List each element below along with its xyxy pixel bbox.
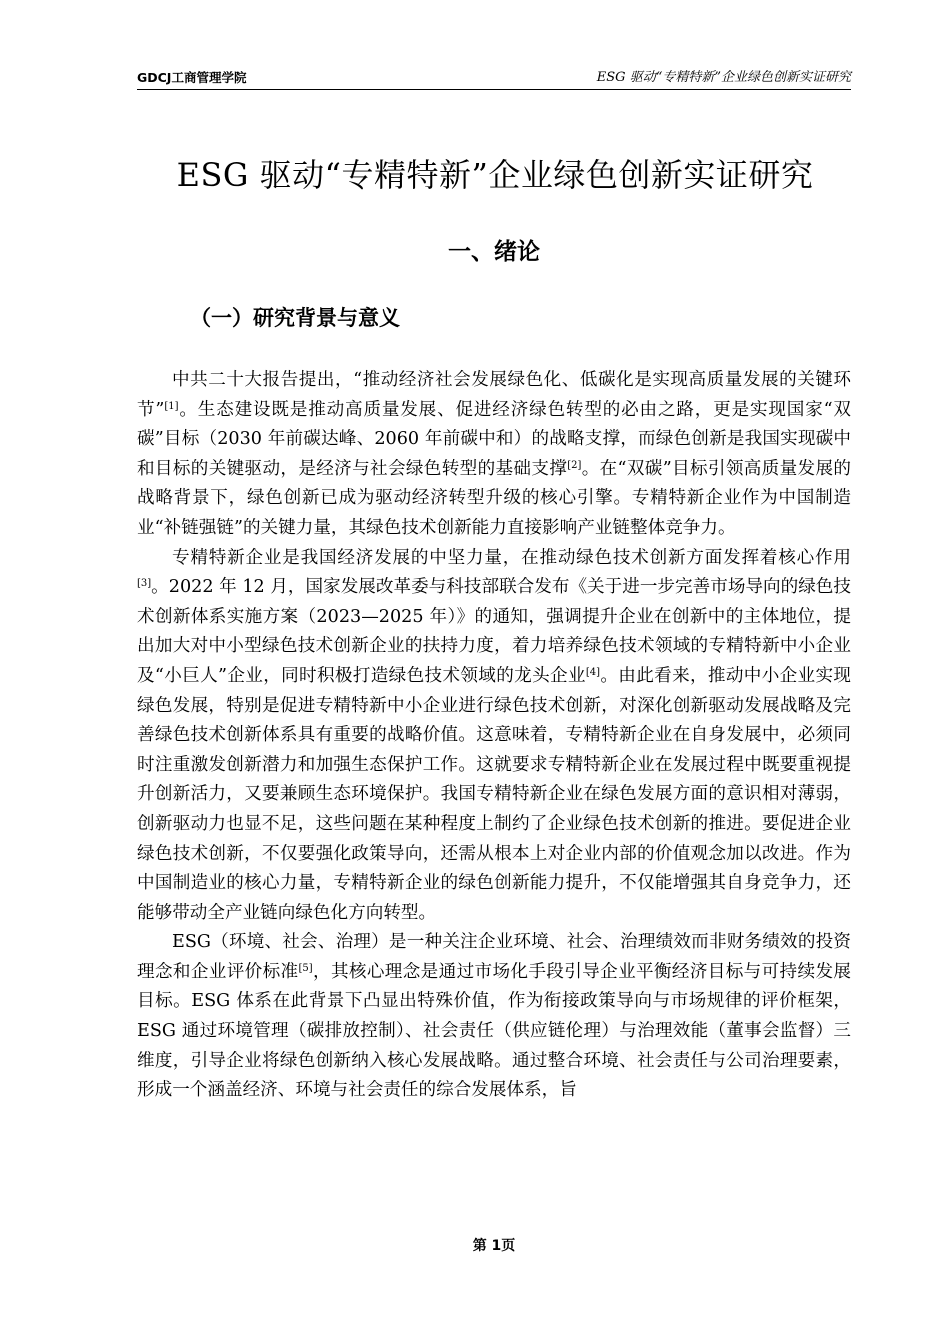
paragraph-1	[137, 366, 851, 544]
header-rule	[137, 89, 851, 90]
citation: [5]	[298, 962, 313, 974]
paragraph-text: 。生态建设既是推动高质量发展、促进经济绿色转型的必由之路，更是实现国家“双碳”目标（2030 年前碳达峰、2060 年前碳中和）的战略支撑，而绿色创新是我国实现碳中和目标的关键驱动，是经济与社会绿色转型的基础支撑	[137, 399, 851, 479]
paragraph-text: ，其核心理念是通过市场化手段引导企业平衡经济目标与可持续发展目标。ESG 体系在此背景下凸显出特殊价值，作为衔接政策导向与市场规律的评价框架，ESG 通过环境管理（碳排放控制）、社会责任（供应链伦理）与治理效能（董事会监督）三维度，引导企业将绿色创新纳入核心发展战略。通过整合环境、社会责任与公司治理要素，形成一个涵盖经济、环境与社会责任的综合发展体系，旨	[137, 961, 851, 1101]
paragraph-2	[137, 544, 851, 929]
citation: [1]	[164, 400, 179, 412]
paragraph-text: 。在“双碳”目标引领高质量发展的战略背景下，绿色创新已成为驱动经济转型升级的核心引擎。专精特新企业作为中国制造业“补链强链”的关键力量，其绿色技术创新能力直接影响产业链整体竞争力。	[137, 458, 851, 538]
paragraph-text: 。2022 年 12 月，国家发展改革委与科技部联合发布《关于进一步完善市场导向的绿色技术创新体系实施方案（2023—2025 年）》的通知，强调提升企业在创新中的主体地位，提出加大对中小型绿色技术创新企业的扶持力度，着力培养绿色技术领域的专精特新中小企业及“小巨人”企业，同时积极打造绿色技术领域的龙头企业	[137, 577, 851, 686]
header-paper-title: ESG 驱动“专精特新”企业绿色创新实证研究	[596, 70, 851, 85]
paragraph-text: 中共二十大报告提出，“推动经济社会发展绿色化、低碳化是实现高质量发展的关键环节”	[137, 370, 851, 420]
header-institution: GDCJ工商管理学院	[137, 70, 247, 85]
running-header	[137, 68, 851, 90]
body-text	[137, 366, 851, 1106]
paragraph-3	[137, 928, 851, 1106]
paragraph-text: ESG（环境、社会、治理）是一种关注企业环境、社会、治理绩效而非财务绩效的投资理念和企业评价标准	[137, 932, 851, 982]
section-heading: 一、绪论	[448, 239, 540, 265]
subsection-heading: （一）研究背景与意义	[190, 306, 400, 330]
paragraph-text: 。由此看来，推动中小企业实现绿色发展，特别是促进专精特新中小企业进行绿色技术创新，对深化创新驱动发展战略及完善绿色技术创新体系具有重要的战略价值。这意味着，专精特新企业在自身发展中，必须同时注重激发创新潜力和加强生态保护工作。这就要求专精特新企业在发展过程中既要重视提升创新活力，又要兼顾生态环境保护。我国专精特新企业在绿色发展方面的意识相对薄弱，创新驱动力也显不足，这些问题在某种程度上制约了企业绿色技术创新的推进。要促进企业绿色技术创新，不仅要强化政策导向，还需从根本上对企业内部的价值观念加以改进。作为中国制造业的核心力量，专精特新企业的绿色创新能力提升，不仅能增强其自身竞争力，还能够带动全产业链向绿色化方向转型。	[137, 665, 851, 923]
page-number: 第 1页	[472, 1238, 516, 1254]
paragraph-text: 专精特新企业是我国经济发展的中坚力量，在推动绿色技术创新方面发挥着核心作用	[172, 547, 851, 568]
paper-title: ESG 驱动“专精特新”企业绿色创新实证研究	[176, 156, 814, 194]
citation: [2]	[567, 459, 582, 471]
citation: [3]	[137, 578, 152, 590]
citation: [4]	[585, 666, 601, 678]
